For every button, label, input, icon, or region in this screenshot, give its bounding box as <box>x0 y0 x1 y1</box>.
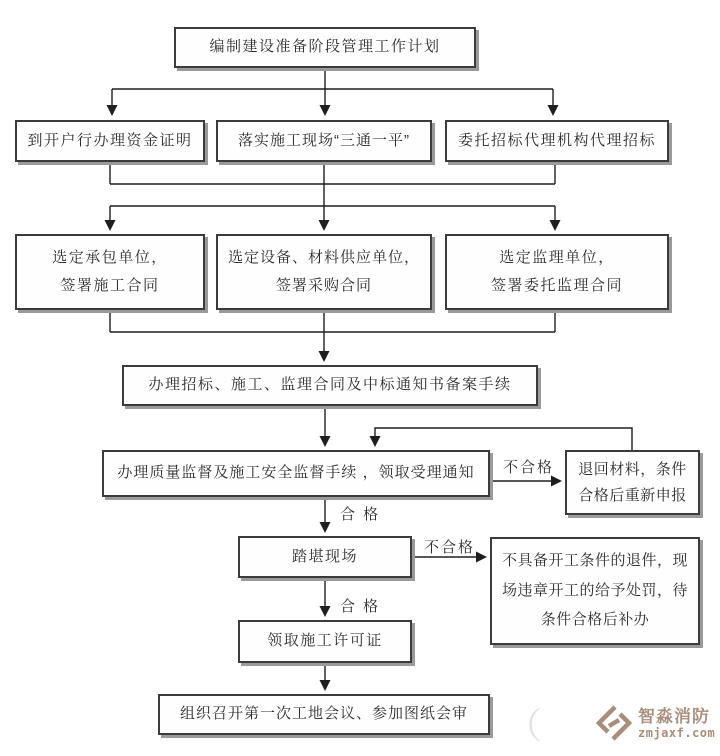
node-first-site-meeting <box>158 694 490 735</box>
node-text: 签署采购合同 <box>275 276 372 294</box>
node-select-supplier <box>216 234 432 310</box>
node-quality-supervision <box>102 450 490 497</box>
node-text: 领取施工许可证 <box>267 632 383 650</box>
node-plan <box>174 27 476 68</box>
node-fund-certificate <box>15 120 205 162</box>
edge-label-fail-1: 不合格 <box>503 459 555 476</box>
watermark-brand: 智淼消防 <box>638 706 710 726</box>
node-text: 场违章开工的给予处罚，待 <box>501 581 688 599</box>
node-text: 委托招标代理机构代理招标 <box>457 131 656 149</box>
node-text: 办理招标、施工、监理合同及中标通知书备案手续 <box>148 376 512 394</box>
node-text: 到开户行办理资金证明 <box>27 131 193 149</box>
node-select-contractor <box>15 234 205 310</box>
node-text: 签署施工合同 <box>60 276 160 294</box>
faint-print-artifact: （ <box>506 705 543 746</box>
node-text: 编制建设准备阶段管理工作计划 <box>209 38 441 56</box>
node-text: 选定承包单位， <box>52 248 168 266</box>
edge-label-pass-2: 合 格 <box>340 598 381 615</box>
node-bidding-agency <box>445 120 669 162</box>
watermark <box>594 702 715 744</box>
node-contract-filing <box>122 365 538 406</box>
node-text: 签署委托监理合同 <box>490 276 623 294</box>
node-text: 踏堪现场 <box>291 547 358 565</box>
edge-label-fail-2: 不合格 <box>424 539 476 556</box>
watermark-text <box>638 707 715 740</box>
node-text: 办理质量监督及施工安全监督手续 ，领取受理通知 <box>117 464 475 482</box>
node-text: 组织召开第一次工地会议、参加图纸会审 <box>179 705 468 723</box>
node-text: 条件合格后补办 <box>540 610 650 628</box>
node-text: 选定监理单位， <box>499 248 615 266</box>
brand-logo-icon <box>594 702 634 744</box>
node-text: 选定设备、材料供应单位， <box>227 248 420 266</box>
node-text: 退回材料，条件 <box>578 460 687 478</box>
node-select-supervisor <box>445 234 669 310</box>
node-site-preparation <box>216 120 432 162</box>
node-site-visit <box>238 536 412 578</box>
edge-label-pass-1: 合 格 <box>340 506 381 523</box>
node-reject-penalty <box>490 537 700 645</box>
node-text: 合格后重新申报 <box>578 486 687 504</box>
node-construction-permit <box>238 620 412 663</box>
watermark-domain: zmjaxf.com <box>638 725 716 740</box>
node-return-materials <box>565 450 700 515</box>
node-text: 落实施工现场“三通一平” <box>238 131 410 149</box>
node-text: 不具备开工条件的退件，现 <box>501 552 688 570</box>
